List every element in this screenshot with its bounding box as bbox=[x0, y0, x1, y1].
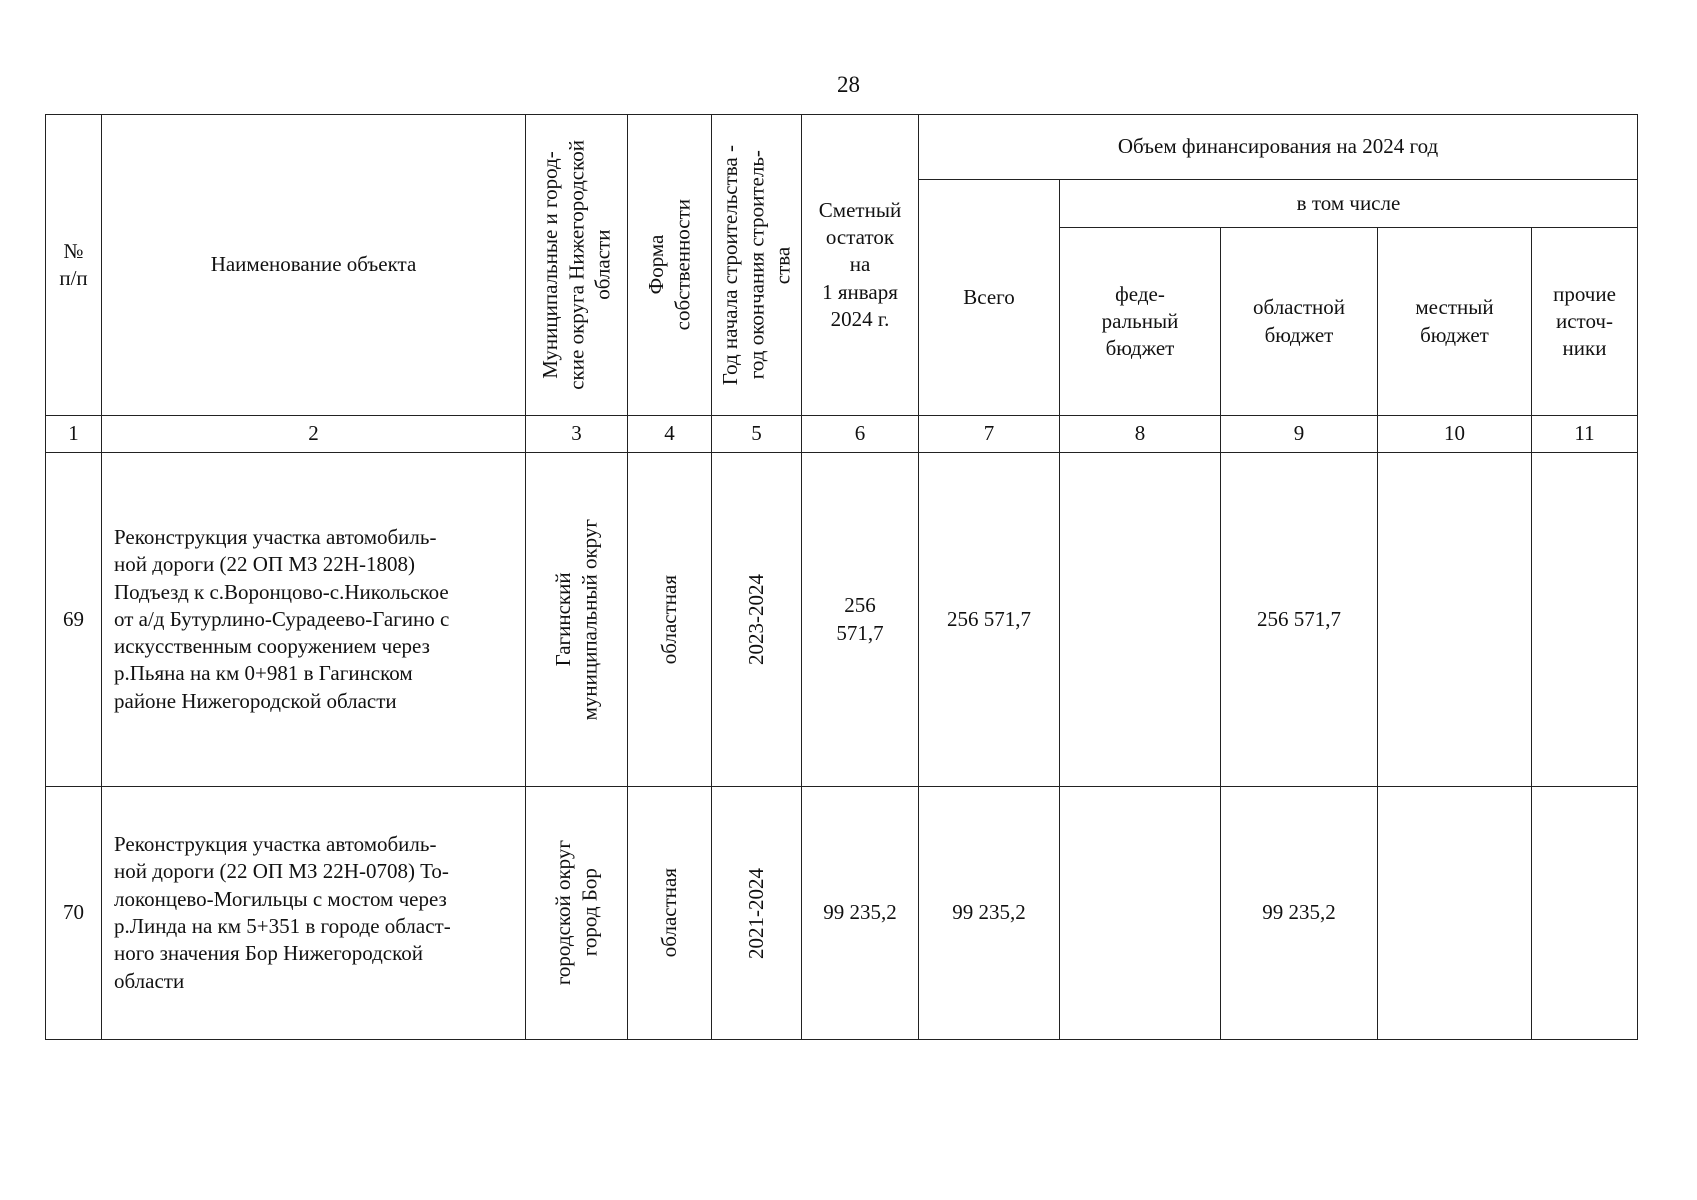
header-total: Всего bbox=[919, 180, 1060, 416]
financing-table bbox=[45, 114, 1638, 1040]
row-ownership: областная bbox=[628, 787, 712, 1040]
column-number: 7 bbox=[919, 416, 1060, 453]
page-number: 28 bbox=[837, 72, 860, 97]
header-other: прочие источ- ники bbox=[1532, 228, 1638, 416]
column-numbers-row bbox=[46, 416, 1638, 453]
header-estimate: Сметный остаток на 1 января 2024 г. bbox=[802, 115, 919, 416]
header-row-1 bbox=[46, 115, 1638, 180]
column-number: 9 bbox=[1221, 416, 1378, 453]
column-number: 1 bbox=[46, 416, 102, 453]
header-including: в том числе bbox=[1060, 180, 1638, 228]
header-ownership: Форма собственности bbox=[628, 115, 712, 416]
row-other bbox=[1532, 787, 1638, 1040]
row-other bbox=[1532, 453, 1638, 787]
header-name: Наименование объекта bbox=[102, 115, 526, 416]
header-municipality: Муниципальные и город- ские округа Нижегородской области bbox=[526, 115, 628, 416]
object-name: Реконструкция участка автомобиль- ной дороги (22 ОП МЗ 22Н-1808) Подъезд к с.Воронцово-с.Никольское от а/д Бутурлино-Сурадеево-Гагино с искусственным сооружением через р.Пьяна на км 0+981 в Гагинском районе Нижегородской области bbox=[102, 453, 526, 787]
column-number: 4 bbox=[628, 416, 712, 453]
column-number: 5 bbox=[712, 416, 802, 453]
row-years: 2023-2024 bbox=[712, 453, 802, 787]
column-number: 10 bbox=[1378, 416, 1532, 453]
row-municipality: городской округ город Бор bbox=[526, 787, 628, 1040]
header-regional: областной бюджет bbox=[1221, 228, 1378, 416]
row-years: 2021-2024 bbox=[712, 787, 802, 1040]
row-ownership: областная bbox=[628, 453, 712, 787]
column-number: 11 bbox=[1532, 416, 1638, 453]
header-federal: феде- ральный бюджет bbox=[1060, 228, 1221, 416]
table-row bbox=[46, 787, 1638, 1040]
row-regional: 256 571,7 bbox=[1221, 453, 1378, 787]
row-estimate: 99 235,2 bbox=[802, 787, 919, 1040]
row-federal bbox=[1060, 453, 1221, 787]
header-years: Год начала строительства - год окончания строитель- ства bbox=[712, 115, 802, 416]
object-name: Реконструкция участка автомобиль- ной дороги (22 ОП МЗ 22Н-0708) То- локонцево-Могильцы с мостом через р.Линда на км 5+351 в городе област- ного значения Бор Нижегородской области bbox=[102, 787, 526, 1040]
row-local bbox=[1378, 453, 1532, 787]
table-row bbox=[46, 453, 1638, 787]
row-estimate: 256 571,7 bbox=[802, 453, 919, 787]
row-num: 69 bbox=[46, 453, 102, 787]
row-regional: 99 235,2 bbox=[1221, 787, 1378, 1040]
column-number: 2 bbox=[102, 416, 526, 453]
column-number: 6 bbox=[802, 416, 919, 453]
header-funding-title: Объем финансирования на 2024 год bbox=[919, 115, 1638, 180]
row-num: 70 bbox=[46, 787, 102, 1040]
column-number: 8 bbox=[1060, 416, 1221, 453]
row-total: 256 571,7 bbox=[919, 453, 1060, 787]
row-local bbox=[1378, 787, 1532, 1040]
header-local: местный бюджет bbox=[1378, 228, 1532, 416]
row-federal bbox=[1060, 787, 1221, 1040]
column-number: 3 bbox=[526, 416, 628, 453]
row-total: 99 235,2 bbox=[919, 787, 1060, 1040]
row-municipality: Гагинский муниципальный округ bbox=[526, 453, 628, 787]
header-num: № п/п bbox=[46, 115, 102, 416]
